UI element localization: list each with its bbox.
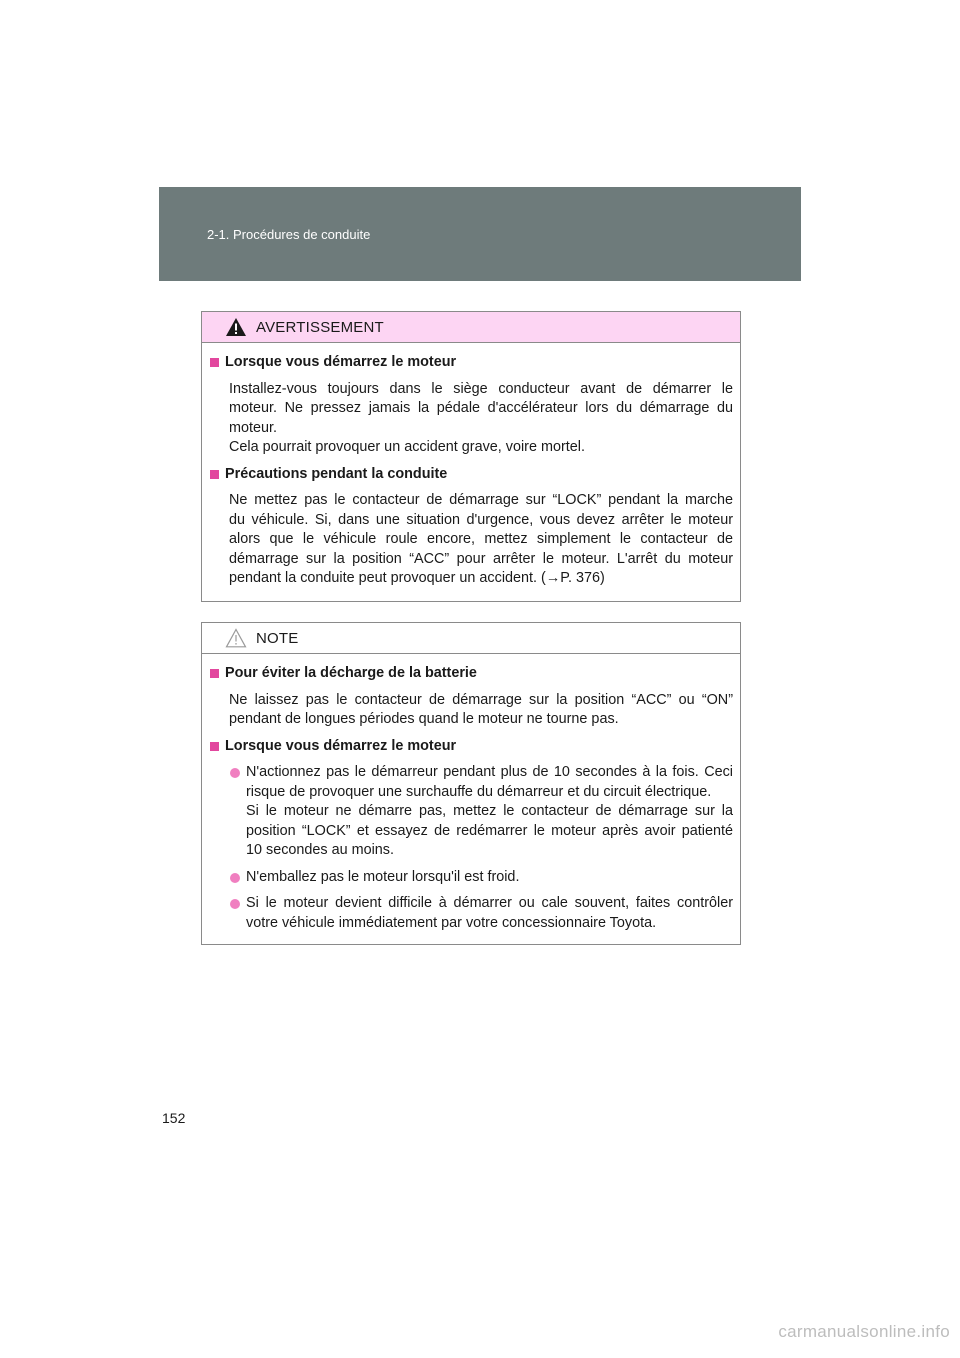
list-item bbox=[229, 868, 733, 888]
warning-topic-text bbox=[229, 491, 733, 589]
caution-triangle-outline-icon bbox=[225, 628, 247, 648]
bullet-dot-icon bbox=[230, 899, 240, 909]
text-line: Ne mettez pas le contacteur de démarrage sur “LOCK” pendant la marche bbox=[229, 492, 733, 508]
warning-triangle-filled-icon bbox=[225, 317, 247, 337]
text-line: moteur. bbox=[229, 419, 277, 436]
note-topic-title: Lorsque vous démarrez le moteur bbox=[210, 737, 733, 757]
bullet-dot-icon bbox=[230, 873, 240, 883]
topic-square-icon bbox=[210, 358, 219, 367]
warning-topic-title: Précautions pendant la conduite bbox=[210, 465, 733, 485]
warning-box-body bbox=[202, 343, 740, 589]
text-line: N'actionnez pas le démarreur pendant plus de 10 secondes à la fois. Ceci bbox=[246, 764, 733, 780]
note-box-header bbox=[202, 623, 740, 654]
note-topic-text bbox=[229, 691, 733, 730]
text-line: démarrage sur la position “ACC” pour arrêter le moteur. L'arrêt du moteur bbox=[229, 550, 733, 567]
text-line: Si le moteur ne démarre pas, mettez le contacteur de démarrage sur la bbox=[246, 803, 733, 819]
note-topic-title: Pour éviter la décharge de la batterie bbox=[210, 664, 733, 684]
topic-square-icon bbox=[210, 742, 219, 751]
watermark: carmanualsonline.info bbox=[778, 1322, 950, 1341]
text-line: moteur. Ne pressez jamais la pédale d'accélérateur lors du démarrage du bbox=[229, 400, 733, 416]
note-bullet-list bbox=[229, 763, 733, 933]
text-line: risque de provoquer une surchauffe du démarreur et du circuit électrique. bbox=[246, 783, 712, 800]
text-line: Cela pourrait provoquer un accident grave, voire mortel. bbox=[229, 439, 585, 455]
topic-square-icon bbox=[210, 669, 219, 678]
section-title: 2-1. Procédures de conduite bbox=[207, 227, 371, 242]
warning-box-label: AVERTISSEMENT bbox=[256, 318, 384, 336]
warning-box bbox=[201, 311, 741, 602]
note-box bbox=[201, 622, 741, 945]
page-reference-line[interactable]: pendant la conduite peut provoquer un accident. (→P. 376) bbox=[229, 570, 605, 586]
text-line: Si le moteur devient difficile à démarrer ou cale souvent, faites contrôler bbox=[246, 895, 733, 911]
text-line: Installez-vous toujours dans le siège conducteur avant de démarrer le bbox=[229, 380, 733, 397]
warning-topic-title: Lorsque vous démarrez le moteur bbox=[210, 353, 733, 373]
text-line: du véhicule. Si, dans une situation d'urgence, vous devez arrêter le moteur bbox=[229, 511, 733, 528]
bullet-dot-icon bbox=[230, 768, 240, 778]
list-item bbox=[229, 894, 733, 933]
warning-topic-text bbox=[229, 380, 733, 458]
section-header-band bbox=[159, 187, 801, 281]
text-line: Ne laissez pas le contacteur de démarrage sur la position “ACC” ou “ON” bbox=[229, 691, 733, 708]
text-line: alors que le véhicule roule encore, mettez simplement le contacteur de bbox=[229, 531, 733, 547]
text-line: votre véhicule immédiatement par votre concessionnaire Toyota. bbox=[246, 914, 657, 931]
text-line: 10 secondes au moins. bbox=[246, 842, 394, 858]
note-box-body bbox=[202, 654, 740, 933]
warning-box-header bbox=[202, 312, 740, 343]
topic-square-icon bbox=[210, 470, 219, 479]
text-line: position “LOCK” et essayez de redémarrer le moteur après avoir patienté bbox=[246, 822, 733, 839]
text-line: pendant de longues périodes quand le moteur ne tourne pas. bbox=[229, 711, 619, 727]
note-box-label: NOTE bbox=[256, 629, 299, 647]
list-item bbox=[229, 763, 733, 861]
page-number: 152 bbox=[162, 1110, 186, 1126]
text-line: N'emballez pas le moteur lorsqu'il est froid. bbox=[246, 868, 520, 885]
